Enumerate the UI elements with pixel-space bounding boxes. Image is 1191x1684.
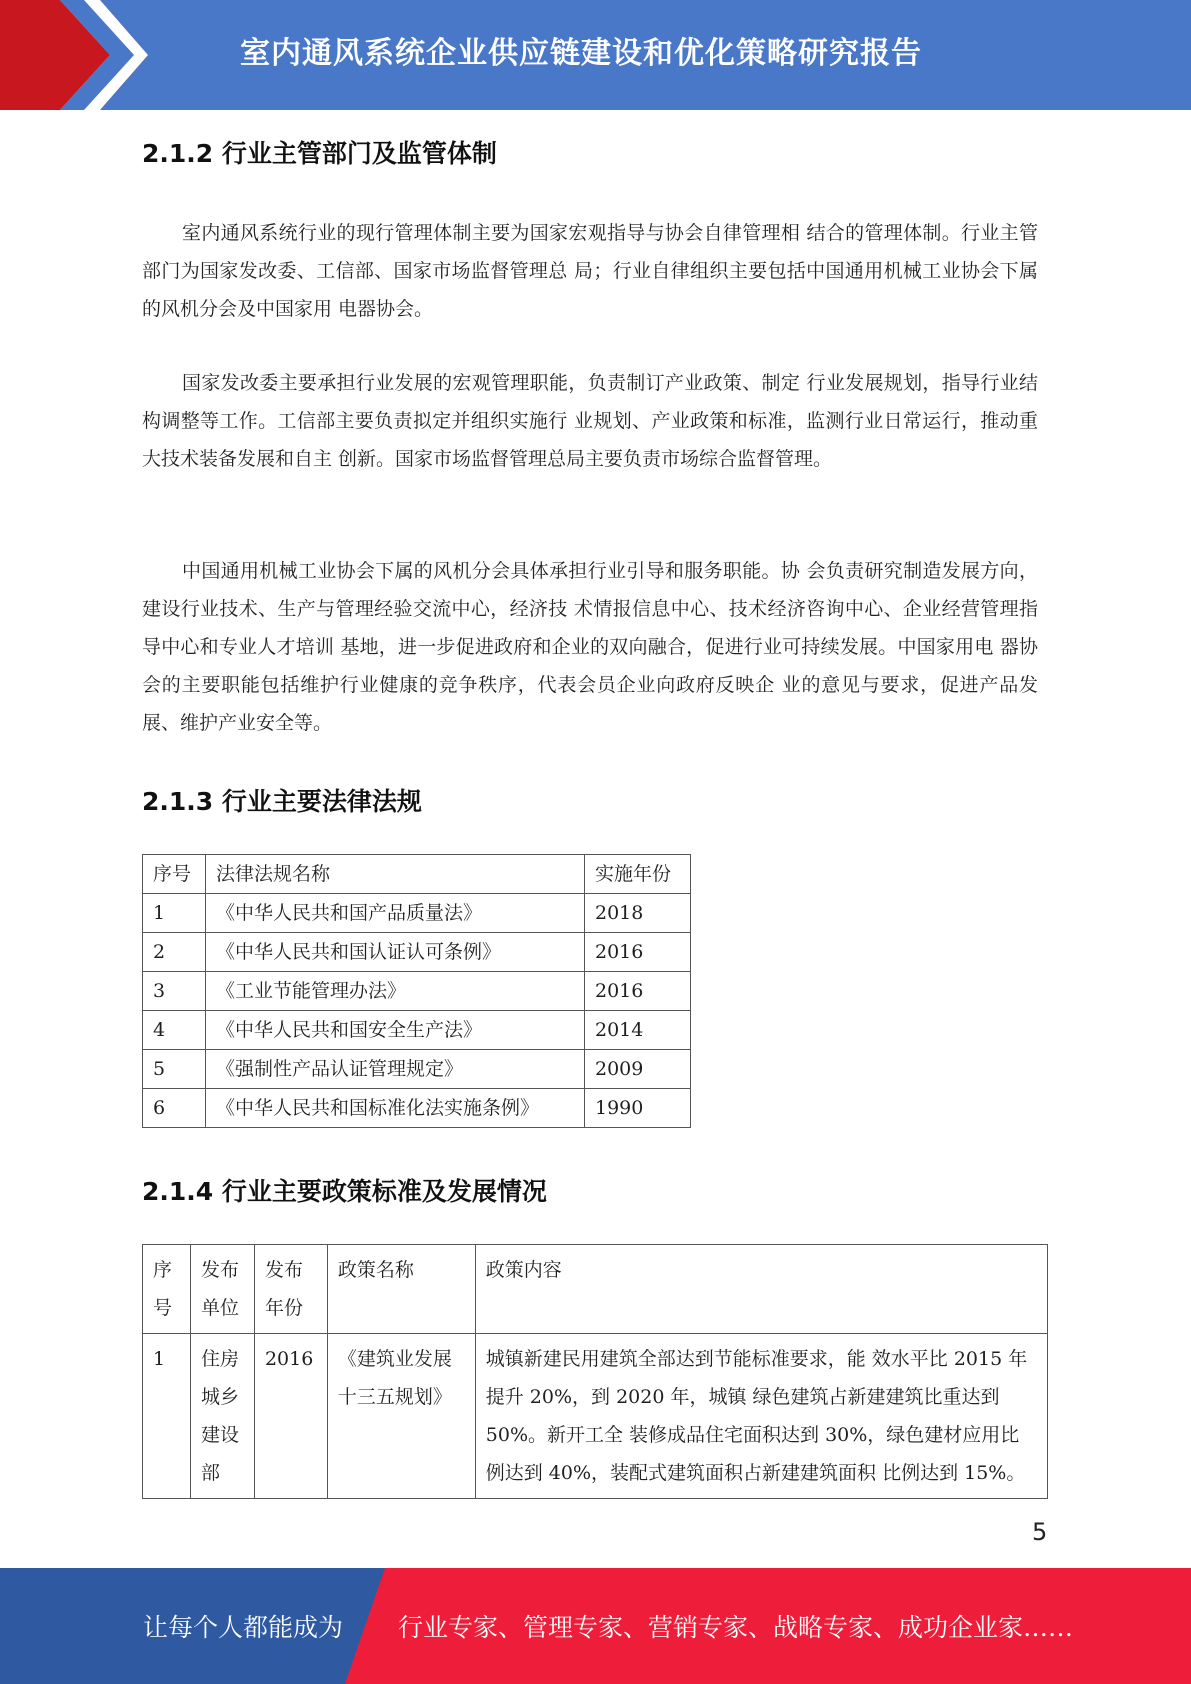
section-heading-2-1-3: 2.1.3 行业主要法律法规 <box>142 787 422 816</box>
table-cell: 1 <box>143 1334 191 1499</box>
table-cell: 《中华人民共和国产品质量法》 <box>206 894 585 933</box>
table-row <box>143 972 691 1011</box>
paragraph: 室内通风系统行业的现行管理体制主要为国家宏观指导与协会自律管理相 结合的管理体制。行业主管部门为国家发改委、工信部、国家市场监督管理总 局；行业自律组织主要包括中国通用机械工业协会下属的风机分会及中国家用 电器协会。 <box>142 222 1038 320</box>
column-header: 序号 <box>143 1245 191 1334</box>
table-cell: 2016 <box>585 972 691 1011</box>
paragraph: 中国通用机械工业协会下属的风机分会具体承担行业引导和服务职能。协 会负责研究制造发展方向，建设行业技术、生产与管理经验交流中心，经济技 术情报信息中心、技术经济咨询中心、企业经营管理指导中心和专业人才培训 基地，进一步促进政府和企业的双向融合，促进行业可持续发展。中国家用电 器协会的主要职能包括维护行业健康的竞争秩序，代表会员企业向政府反映企 业的意见与要求，促进产品发展、维护产业安全等。 <box>142 560 1038 734</box>
table-cell: 4 <box>143 1011 206 1050</box>
table-row <box>143 933 691 972</box>
table-header-row <box>143 1245 1048 1334</box>
table-cell: 《中华人民共和国标准化法实施条例》 <box>206 1089 585 1128</box>
table-cell: 1990 <box>585 1089 691 1128</box>
table-cell: 住房城乡建设部 <box>190 1334 254 1499</box>
column-header: 实施年份 <box>585 855 691 894</box>
table-cell: 2009 <box>585 1050 691 1089</box>
table-header-row <box>143 855 691 894</box>
column-header: 序号 <box>143 855 206 894</box>
table-cell: 城镇新建民用建筑全部达到节能标准要求，能 效水平比 2015 年提升 20%，到 2020 年，城镇 绿色建筑占新建建筑比重达到 50%。新开工全 装修成品住宅面积达到 30%，绿色建材应用比 例达到 40%，装配式建筑面积占新建建筑面积 比例达到 15%。 <box>475 1334 1047 1499</box>
table-cell: 《工业节能管理办法》 <box>206 972 585 1011</box>
section-heading-2-1-4: 2.1.4 行业主要政策标准及发展情况 <box>142 1177 547 1206</box>
table-cell: 6 <box>143 1089 206 1128</box>
table-cell: 1 <box>143 894 206 933</box>
policy-table <box>142 1244 1048 1499</box>
table-cell: 2016 <box>585 933 691 972</box>
column-header: 政策内容 <box>475 1245 1047 1334</box>
section-heading-2-1-2: 2.1.2 行业主管部门及监管体制 <box>142 139 497 168</box>
table-cell: 2016 <box>254 1334 327 1499</box>
table-cell: 2 <box>143 933 206 972</box>
table-cell: 《中华人民共和国安全生产法》 <box>206 1011 585 1050</box>
table-cell: 《建筑业发展十三五规划》 <box>327 1334 475 1499</box>
column-header: 发布年份 <box>254 1245 327 1334</box>
footer-slogan-left: 让每个人都能成为 <box>143 1613 344 1642</box>
table-cell: 《强制性产品认证管理规定》 <box>206 1050 585 1089</box>
table-row <box>143 1089 691 1128</box>
table-cell: 3 <box>143 972 206 1011</box>
page-footer <box>0 1568 1191 1684</box>
table-cell: 《中华人民共和国认证认可条例》 <box>206 933 585 972</box>
table-cell: 2014 <box>585 1011 691 1050</box>
table-row <box>143 1050 691 1089</box>
column-header: 法律法规名称 <box>206 855 585 894</box>
page-header <box>0 0 1191 110</box>
table-row <box>143 894 691 933</box>
footer-slogan-right: 行业专家、管理专家、营销专家、战略专家、成功企业家…… <box>398 1613 1074 1642</box>
table-cell: 5 <box>143 1050 206 1089</box>
laws-table <box>142 854 691 1128</box>
table-row <box>143 1011 691 1050</box>
column-header: 发布单位 <box>190 1245 254 1334</box>
paragraph: 国家发改委主要承担行业发展的宏观管理职能，负责制订产业政策、制定 行业发展规划，指导行业结构调整等工作。工信部主要负责拟定并组织实施行 业规划、产业政策和标准，监测行业日常运行，推动重大技术装备发展和自主 创新。国家市场监督管理总局主要负责市场综合监督管理。 <box>142 372 1038 470</box>
table-row <box>143 1334 1048 1499</box>
table-cell: 2018 <box>585 894 691 933</box>
column-header: 政策名称 <box>327 1245 475 1334</box>
page-number: 5 <box>1032 1518 1048 1546</box>
report-title: 室内通风系统企业供应链建设和优化策略研究报告 <box>240 36 922 71</box>
